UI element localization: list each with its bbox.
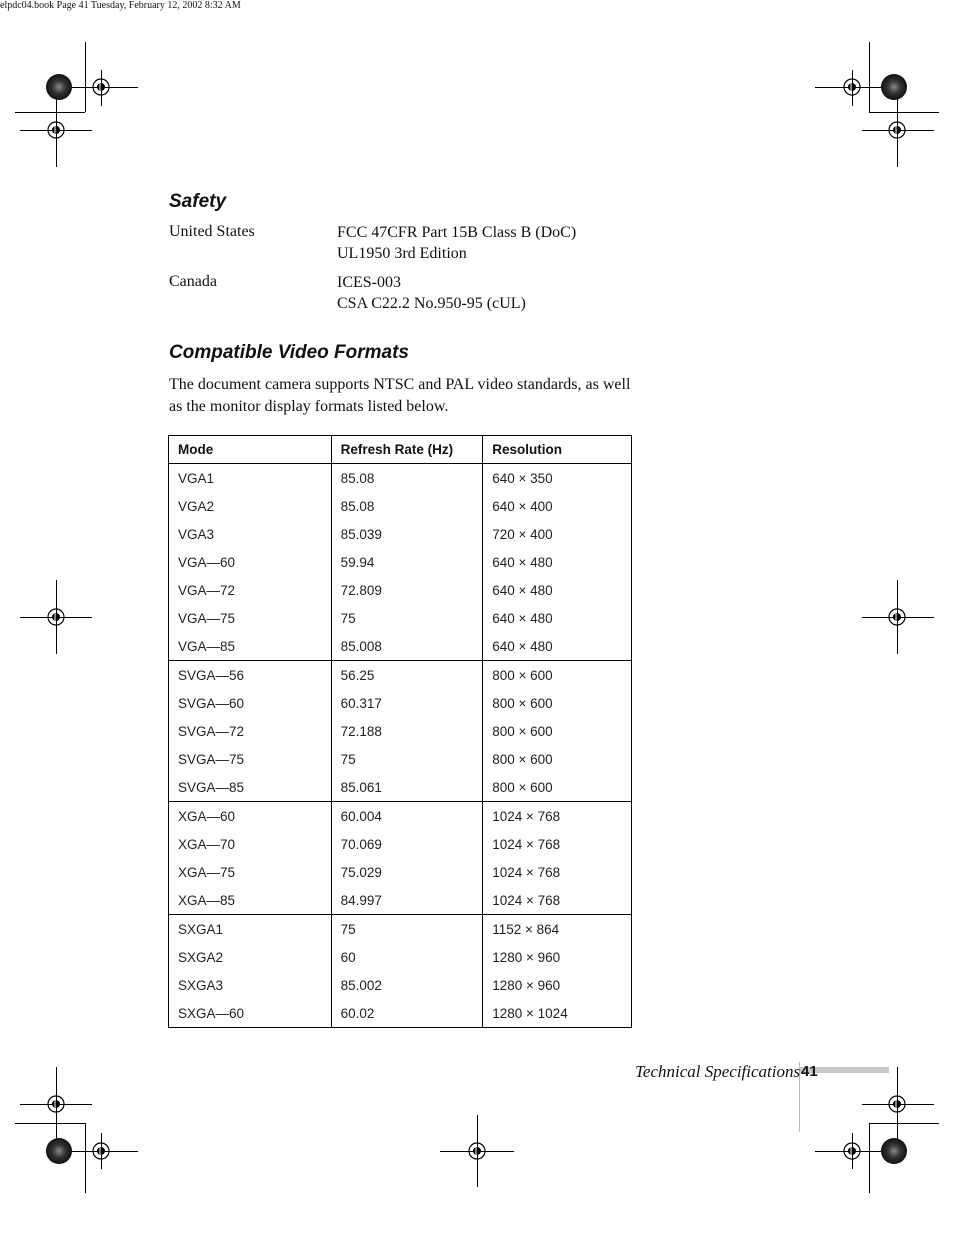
table-row [169,604,632,632]
refresh-rate-cell: 75.029 [331,858,483,886]
safety-values-us [337,222,576,264]
table-row [169,548,632,576]
resolution-cell: 1024 × 768 [483,886,632,915]
refresh-rate-cell: 60.317 [331,689,483,717]
refresh-rate-cell: 56.25 [331,661,483,690]
mode-cell: SVGA—56 [169,661,332,690]
table-row [169,773,632,802]
table-header-row [169,436,632,464]
registration-mark-icon [844,79,860,95]
registration-mark-icon [93,1143,109,1159]
registration-mark-icon [844,1143,860,1159]
mode-cell: SVGA—75 [169,745,332,773]
table-row [169,971,632,999]
table-row [169,492,632,520]
mode-cell: SXGA3 [169,971,332,999]
refresh-rate-cell: 72.809 [331,576,483,604]
page-number: 41 [801,1063,818,1080]
refresh-rate-cell: 60 [331,943,483,971]
refresh-rate-cell: 85.039 [331,520,483,548]
resolution-cell: 720 × 400 [483,520,632,548]
safety-value: ICES-003 [337,274,401,291]
resolution-cell: 640 × 480 [483,548,632,576]
color-bar-star-icon [46,74,72,100]
mode-cell: XGA—60 [169,802,332,831]
resolution-cell: 800 × 600 [483,773,632,802]
resolution-cell: 1024 × 768 [483,830,632,858]
resolution-cell: 800 × 600 [483,717,632,745]
safety-values-canada [337,272,526,314]
mode-cell: SXGA—60 [169,999,332,1028]
table-row [169,717,632,745]
mode-cell: SXGA1 [169,915,332,944]
table-row [169,464,632,493]
mode-cell: SVGA—72 [169,717,332,745]
resolution-cell: 640 × 480 [483,576,632,604]
resolution-cell: 800 × 600 [483,661,632,690]
registration-mark-icon [469,1143,485,1159]
resolution-cell: 800 × 600 [483,689,632,717]
color-bar-star-icon [46,1138,72,1164]
column-header: Refresh Rate (Hz) [331,436,483,464]
registration-mark-icon [48,1096,64,1112]
safety-label-us: United States [169,223,255,240]
color-bar-star-icon [881,74,907,100]
mode-cell: SVGA—85 [169,773,332,802]
table-row [169,745,632,773]
mode-cell: XGA—70 [169,830,332,858]
table-row [169,915,632,944]
safety-value: UL1950 3rd Edition [337,245,467,262]
resolution-cell: 640 × 480 [483,632,632,661]
column-header: Resolution [483,436,632,464]
registration-mark-icon [93,79,109,95]
refresh-rate-cell: 85.008 [331,632,483,661]
resolution-cell: 1280 × 960 [483,971,632,999]
safety-value: FCC 47CFR Part 15B Class B (DoC) [337,224,577,241]
table-row [169,661,632,690]
refresh-rate-cell: 85.08 [331,464,483,493]
resolution-cell: 1024 × 768 [483,858,632,886]
table-row [169,886,632,915]
refresh-rate-cell: 85.002 [331,971,483,999]
refresh-rate-cell: 84.997 [331,886,483,915]
safety-value: CSA C22.2 No.950-95 (cUL) [337,295,526,312]
video-formats-intro: The document camera supports NTSC and PAL video standards, as well as the monitor display formats listed below. [169,376,631,415]
refresh-rate-cell: 75 [331,604,483,632]
refresh-rate-cell: 59.94 [331,548,483,576]
resolution-cell: 1280 × 960 [483,943,632,971]
table-row [169,576,632,604]
mode-cell: VGA3 [169,520,332,548]
mode-cell: VGA1 [169,464,332,493]
table-row [169,689,632,717]
resolution-cell: 1024 × 768 [483,802,632,831]
video-formats-heading: Compatible Video Formats [169,342,409,363]
resolution-cell: 640 × 400 [483,492,632,520]
mode-cell: XGA—75 [169,858,332,886]
resolution-cell: 800 × 600 [483,745,632,773]
refresh-rate-cell: 70.069 [331,830,483,858]
mode-cell: VGA2 [169,492,332,520]
mode-cell: SXGA2 [169,943,332,971]
resolution-cell: 640 × 480 [483,604,632,632]
mode-cell: SVGA—60 [169,689,332,717]
table-row [169,858,632,886]
refresh-rate-cell: 72.188 [331,717,483,745]
refresh-rate-cell: 85.061 [331,773,483,802]
mode-cell: VGA—72 [169,576,332,604]
table-row [169,999,632,1028]
mode-cell: VGA—75 [169,604,332,632]
refresh-rate-cell: 75 [331,915,483,944]
mode-cell: VGA—85 [169,632,332,661]
footer-section-title: Technical Specifications [635,1062,801,1081]
resolution-cell: 1152 × 864 [483,915,632,944]
safety-label-canada: Canada [169,273,217,290]
refresh-rate-cell: 60.004 [331,802,483,831]
table-row [169,520,632,548]
video-formats-table [168,435,632,1028]
refresh-rate-cell: 75 [331,745,483,773]
mode-cell: VGA—60 [169,548,332,576]
table-row [169,802,632,831]
column-header: Mode [169,436,332,464]
refresh-rate-cell: 85.08 [331,492,483,520]
registration-mark-icon [48,122,64,138]
refresh-rate-cell: 60.02 [331,999,483,1028]
resolution-cell: 1280 × 1024 [483,999,632,1028]
print-slug: elpdc04.book Page 41 Tuesday, February 12, 2002 8:32 AM [0,0,241,11]
registration-mark-icon [48,609,64,625]
registration-mark-icon [889,122,905,138]
safety-heading: Safety [169,191,227,212]
resolution-cell: 640 × 350 [483,464,632,493]
table-row [169,830,632,858]
registration-mark-icon [889,609,905,625]
color-bar-star-icon [881,1138,907,1164]
registration-mark-icon [889,1096,905,1112]
table-row [169,943,632,971]
mode-cell: XGA—85 [169,886,332,915]
table-row [169,632,632,661]
